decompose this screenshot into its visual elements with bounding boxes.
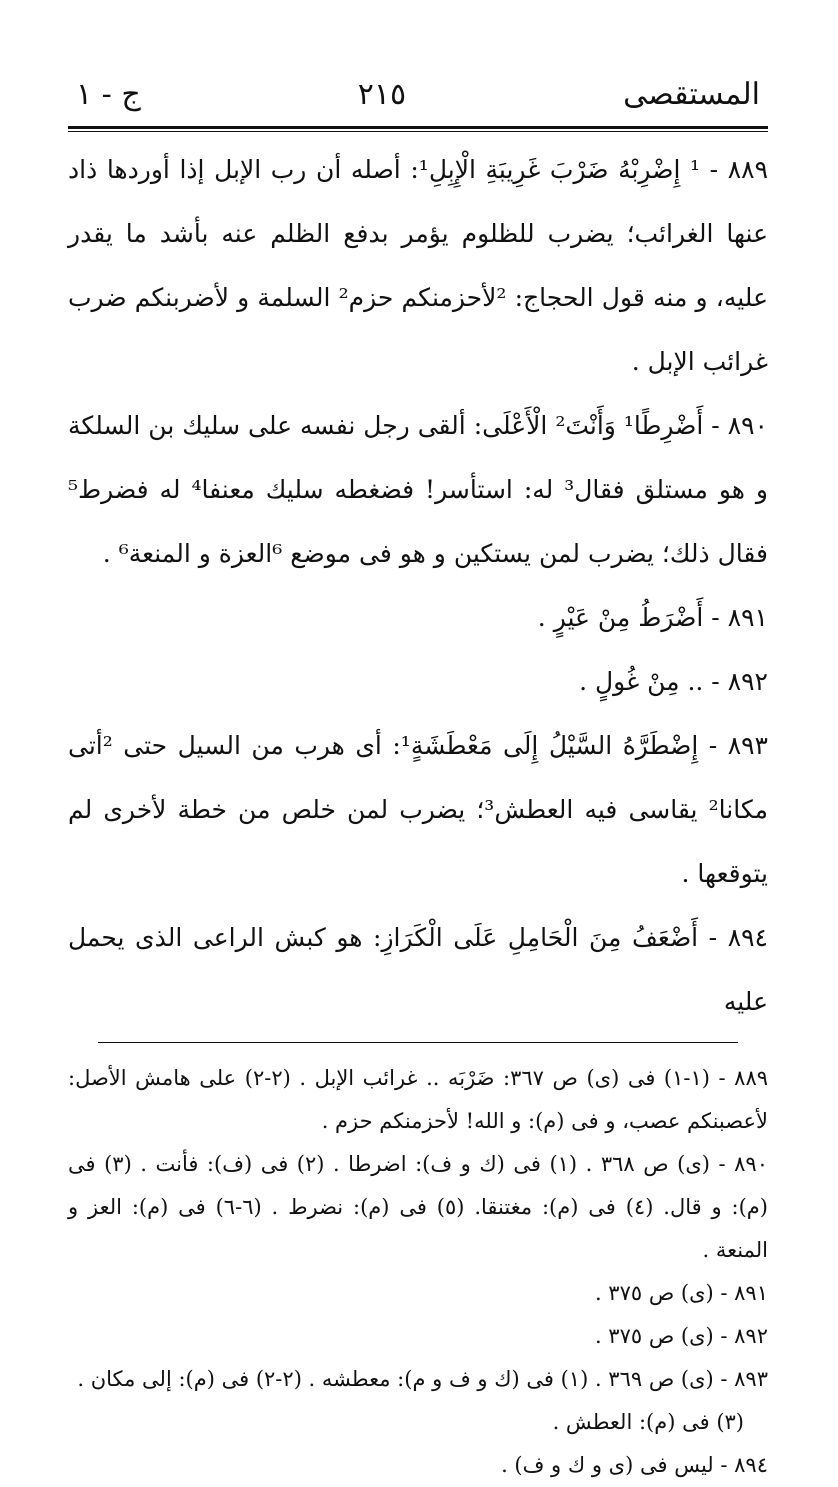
- book-page: [68, 70, 769, 1477]
- page-number: ٢١٥: [357, 77, 407, 112]
- main-text: [68, 138, 768, 1034]
- volume-label: ج - ١: [76, 77, 141, 112]
- footnote-890: ٨٩٠ - (ى) ص ٣٦٨ . (١) فى (ك و ف): اضرطا . (٢) فى (ف): فأنت . (٣) فى (م): و قال. (٤) فى (م): مغتنقا. (٥) فى (م): نضرط . (٦-٦) فى (م): العز و المنعة .: [68, 1152, 768, 1262]
- footnote-893-continued: (٣) فى (م): العطش .: [552, 1410, 744, 1434]
- proverb-entry-889: ٨٨٩ - ¹ إِضْرِبْهُ ضَرْبَ غَرِيبَةِ الْإِبِلِ¹: أصله أن رب الإبل إذا أوردها ذاد عنها الغرائب؛ يضرب للظلوم يؤمر بدفع الظلم عنه بأشد ما يقدر عليه، و منه قول الحجاج: ²لأحزمنكم حزم² السلمة و لأضربنكم ضرب غرائب الإبل .: [68, 155, 769, 376]
- footnote-892: ٨٩٢ - (ى) ص ٣٧٥ .: [594, 1324, 768, 1348]
- running-head: [68, 70, 768, 120]
- proverb-entry-892: ٨٩٢ - .. مِنْ غُولٍ .: [579, 667, 768, 696]
- proverb-entry-891: ٨٩١ - أَضْرَطُ مِنْ عَيْرٍ .: [537, 603, 768, 632]
- footnote-889: ٨٨٩ - (١-١) فى (ى) ص ٣٦٧: ضَرْبَه .. غرائب الإبل . (٢-٢) على هامش الأصل: لأعصبنكم عصب، و فى (م): و الله! لأحزمنكم حزم .: [68, 1066, 769, 1133]
- proverb-entry-890: ٨٩٠ - أَضْرِطًا¹ وَأَنْتَ² الْأَعْلَى: ألقى رجل نفسه على سليك بن السلكة و هو مستلق فقال³ له: استأسر! فضغطه سليك معنفا⁴ له فضرط⁵ فقال ذلك؛ يضرب لمن يستكين و هو فى موضع ⁶العزة و المنعة⁶ .: [68, 411, 768, 568]
- running-title: المستقصى: [623, 77, 760, 112]
- footnote-rule: [98, 1042, 738, 1043]
- footnote-893: ٨٩٣ - (ى) ص ٣٦٩ . (١) فى (ك و ف و م): معطشه . (٢-٢) فى (م): إلى مكان .: [77, 1367, 768, 1391]
- proverb-entry-893: ٨٩٣ - إِضْطَرَّهُ السَّيْلُ إِلَى مَعْطَشَةٍ¹: أى هرب من السيل حتى ²أتى مكانا² يقاسى فيه العطش³؛ يضرب لمن خلص من خطة لأخرى لم يتوقعها .: [68, 731, 769, 888]
- proverb-entry-894: ٨٩٤ - أَضْعَفُ مِنَ الْحَامِلِ عَلَى الْكَرَازِ: هو كبش الراعى الذى يحمل عليه: [68, 923, 768, 1016]
- footnote-894: ٨٩٤ - ليس فى (ى و ك و ف) .: [501, 1453, 768, 1477]
- footnotes: [68, 1057, 768, 1487]
- header-rule: [68, 126, 768, 132]
- footnote-891: ٨٩١ - (ى) ص ٣٧٥ .: [594, 1281, 768, 1305]
